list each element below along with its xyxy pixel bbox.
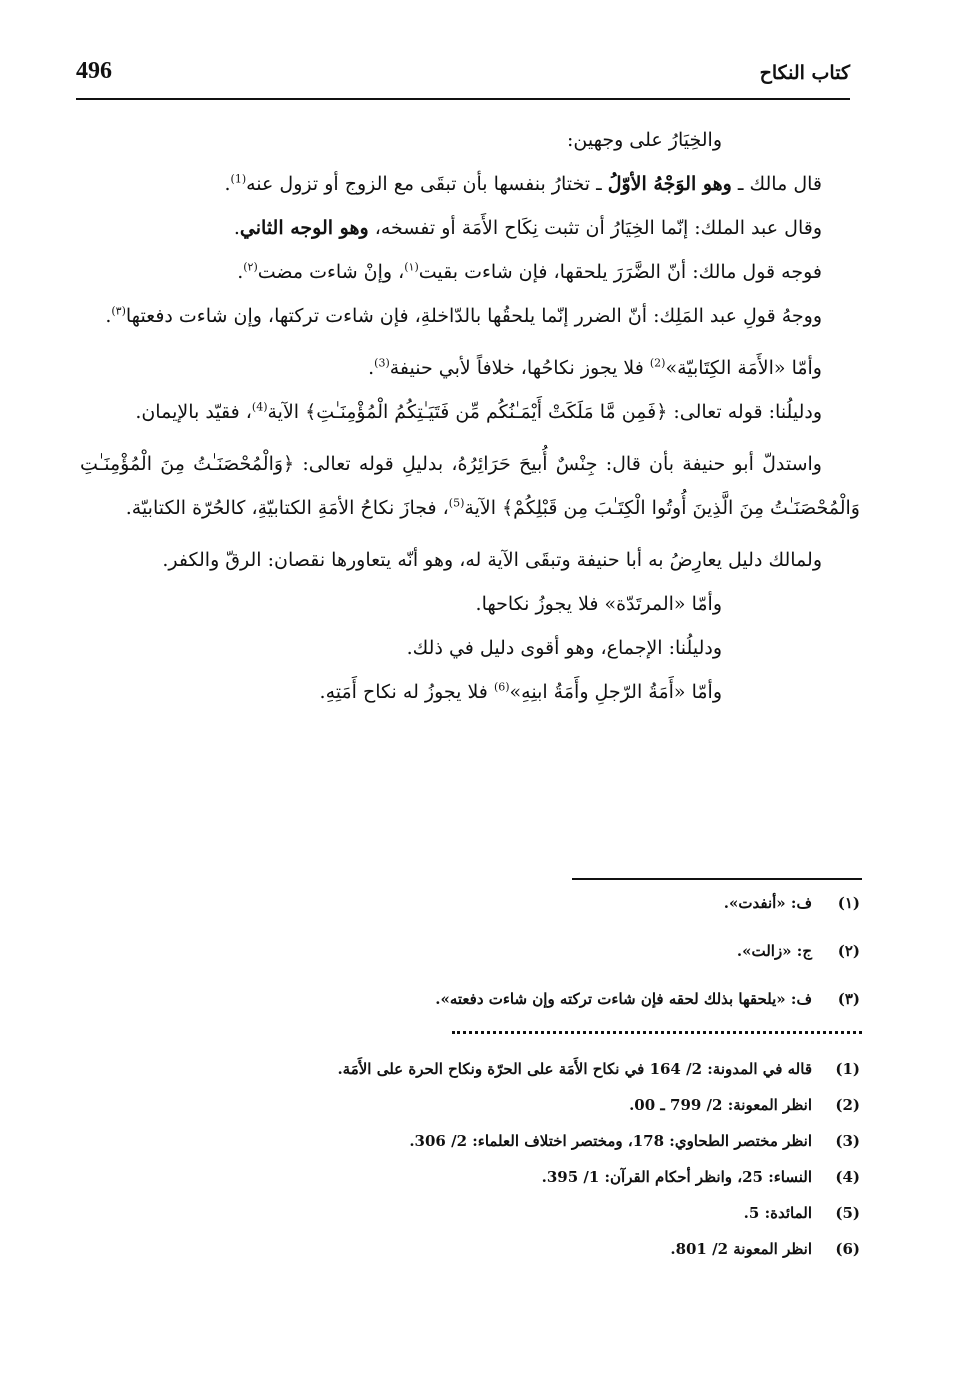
text-run: وأمّا «أَمَةُ الرّجلِ وأَمَةُ ابنِهِ» (509, 681, 722, 703)
body-paragraph: وأمّا «المرتَدّة» فلا يجوزُ نكاحها. (475, 593, 722, 615)
text-run: . (368, 357, 375, 379)
body-paragraph (80, 670, 860, 714)
text-run: قال مالك ـ (731, 173, 822, 195)
footnote-text: انظر مختصر الطحاوي: 178، ومختصر اختلاف العلماء: 2/ 306. (409, 1132, 812, 1150)
footnote (200, 1237, 860, 1273)
text-run: وأمّا «الأَمَة الكِتَابيّة» (665, 357, 822, 379)
footnote-number: (4) (835, 1168, 860, 1186)
editor-footnotes (200, 1057, 860, 1273)
main-text (80, 118, 860, 714)
body-paragraph (80, 206, 860, 250)
manuscript-variants-notes (200, 890, 860, 1034)
text-run: . (233, 217, 240, 239)
footnote-text: النساء: 25، وانظر أحكام القرآن: 1/ 395. (541, 1168, 812, 1186)
text-run: ، فجازَ نكاحُ الأمَةِ الكتابيّةِ، كالحُرّة الكتابيّة. (125, 497, 449, 519)
footnote-number: (3) (835, 1132, 860, 1150)
footnote-ref: (٣) (111, 304, 126, 318)
footnote-text: المائدة: 5. (743, 1204, 812, 1222)
footnote (200, 890, 860, 938)
footnote-number: (١) (837, 894, 860, 912)
footnote-number: (6) (835, 1240, 860, 1258)
text-run: وقال عبد الملك: إنّما الخِيَارُ أن تثبت نِكَاح الأَمَة أو تفسخه، (368, 217, 822, 239)
text-run: فلا يجوز نكاحُها، خلافاً لأبي حنيفة (389, 357, 650, 379)
bold-phrase: وهو الوَجْهُ الأوّلُ (607, 173, 732, 195)
footnote-ref: (4) (251, 400, 268, 414)
text-run: ، وإنْ شاءت مضت (257, 261, 405, 283)
text-run: . (105, 305, 112, 327)
footnote-text: ف: «يلحقها بذلك لحقه فإن شاءت تركته وإن شاءت دفعته». (435, 990, 812, 1008)
text-run: ووجهُ قولِ عبد المَلِك: أنّ الضرر إنّما يلحقُها بالدّاخلةِ، فإن شاءت تركتها، وإن شاءت دفعتها (125, 305, 822, 327)
body-paragraph: والخِيَارُ على وجهين: (566, 129, 722, 151)
footnote-text: انظر المعونة: 2/ 799 ـ 00. (629, 1096, 812, 1114)
footnote (200, 1165, 860, 1201)
footnote-text: قاله في المدونة: 2/ 164 في نكاح الأَمَة على الحرّة ونكاح الحرة على الأَمَة. (337, 1060, 812, 1078)
footnote (200, 986, 860, 1034)
bold-phrase: وهو الوجه الثاني (239, 217, 369, 239)
text-run: واستدلّ أبو حنيفة بأن قال: جِنْسٌ أُبيحَ حَرَائِرُهُ، بدليلِ قوله تعالى: ﴿وَالْمُحْصَنَـٰتُ مِنَ الْمُؤْمِنَـٰتِ وَالْمُحْصَنَـٰتُ مِنَ الَّذِينَ أُوتُوا الْكِتَـٰبَ مِن قَبْلِكُمْ﴾ الآية (80, 453, 860, 519)
running-title: كتاب النكاح (759, 62, 850, 84)
page-header (76, 58, 850, 100)
footnote-text: انظر المعونة 2/ 801. (670, 1240, 812, 1258)
footnote-ref: (6) (493, 680, 510, 694)
text-run: فلا يجوزُ له نكاح أَمَتِهِ. (319, 681, 494, 703)
footnote-ref: (3) (374, 356, 390, 370)
footnote (200, 1129, 860, 1165)
footnote-separator (572, 878, 862, 880)
body-paragraph (80, 346, 860, 390)
footnote (200, 1057, 860, 1093)
page-number: 496 (76, 58, 112, 84)
body-paragraph (80, 442, 860, 530)
footnote-ref: (١) (404, 260, 419, 274)
body-paragraph (80, 250, 860, 294)
footnote-dotted-separator (452, 1031, 862, 1034)
footnote (200, 1093, 860, 1129)
footnote-number: (٣) (837, 990, 860, 1008)
footnote-text: ج: «زالت». (736, 942, 812, 960)
footnote-text: ف: «أنفدت». (723, 894, 812, 912)
footnote-number: (5) (835, 1204, 860, 1222)
footnote-number: (2) (835, 1096, 860, 1114)
footnote-number: (٢) (837, 942, 860, 960)
body-paragraph (80, 294, 860, 338)
text-run: ـ تختارُ بنفسها بأن تبقَى مع الزوج أو تزول عنه (246, 173, 608, 195)
body-paragraph (80, 162, 860, 206)
text-run: ودليلُنا: قوله تعالى: ﴿فَمِن مَّا مَلَكَتْ أَيْمَـٰنُكُم مِّن فَتَيَـٰتِكُمُ الْمُؤْمِنَـٰتِ﴾ الآية (267, 401, 822, 423)
footnote-number: (1) (835, 1060, 860, 1078)
body-paragraph (80, 390, 860, 434)
footnote-ref: (5) (448, 496, 465, 510)
footnote-ref: (1) (230, 172, 247, 186)
footnote (200, 1201, 860, 1237)
text-run: . (224, 173, 231, 195)
body-paragraph: ودليلُنا: الإجماع، وهو أقوى دليل في ذلك. (406, 637, 722, 659)
text-run: . (237, 261, 244, 283)
footnote (200, 938, 860, 986)
text-run: فوجه قول مالك: أنّ الضَّرَرَ يلحقها، فإن شاءت بقيت (418, 261, 822, 283)
body-paragraph: ولمالك دليل يعارِضُ به أبا حنيفة وتبقَى الآية له، وهو أنّه يتعاورها نقصان: الرقّ والكفر. (162, 549, 822, 571)
text-run: ، فقيّد بالإيمان. (135, 401, 252, 423)
footnote-ref: (2) (649, 356, 666, 370)
footnote-ref: (٢) (243, 260, 258, 274)
